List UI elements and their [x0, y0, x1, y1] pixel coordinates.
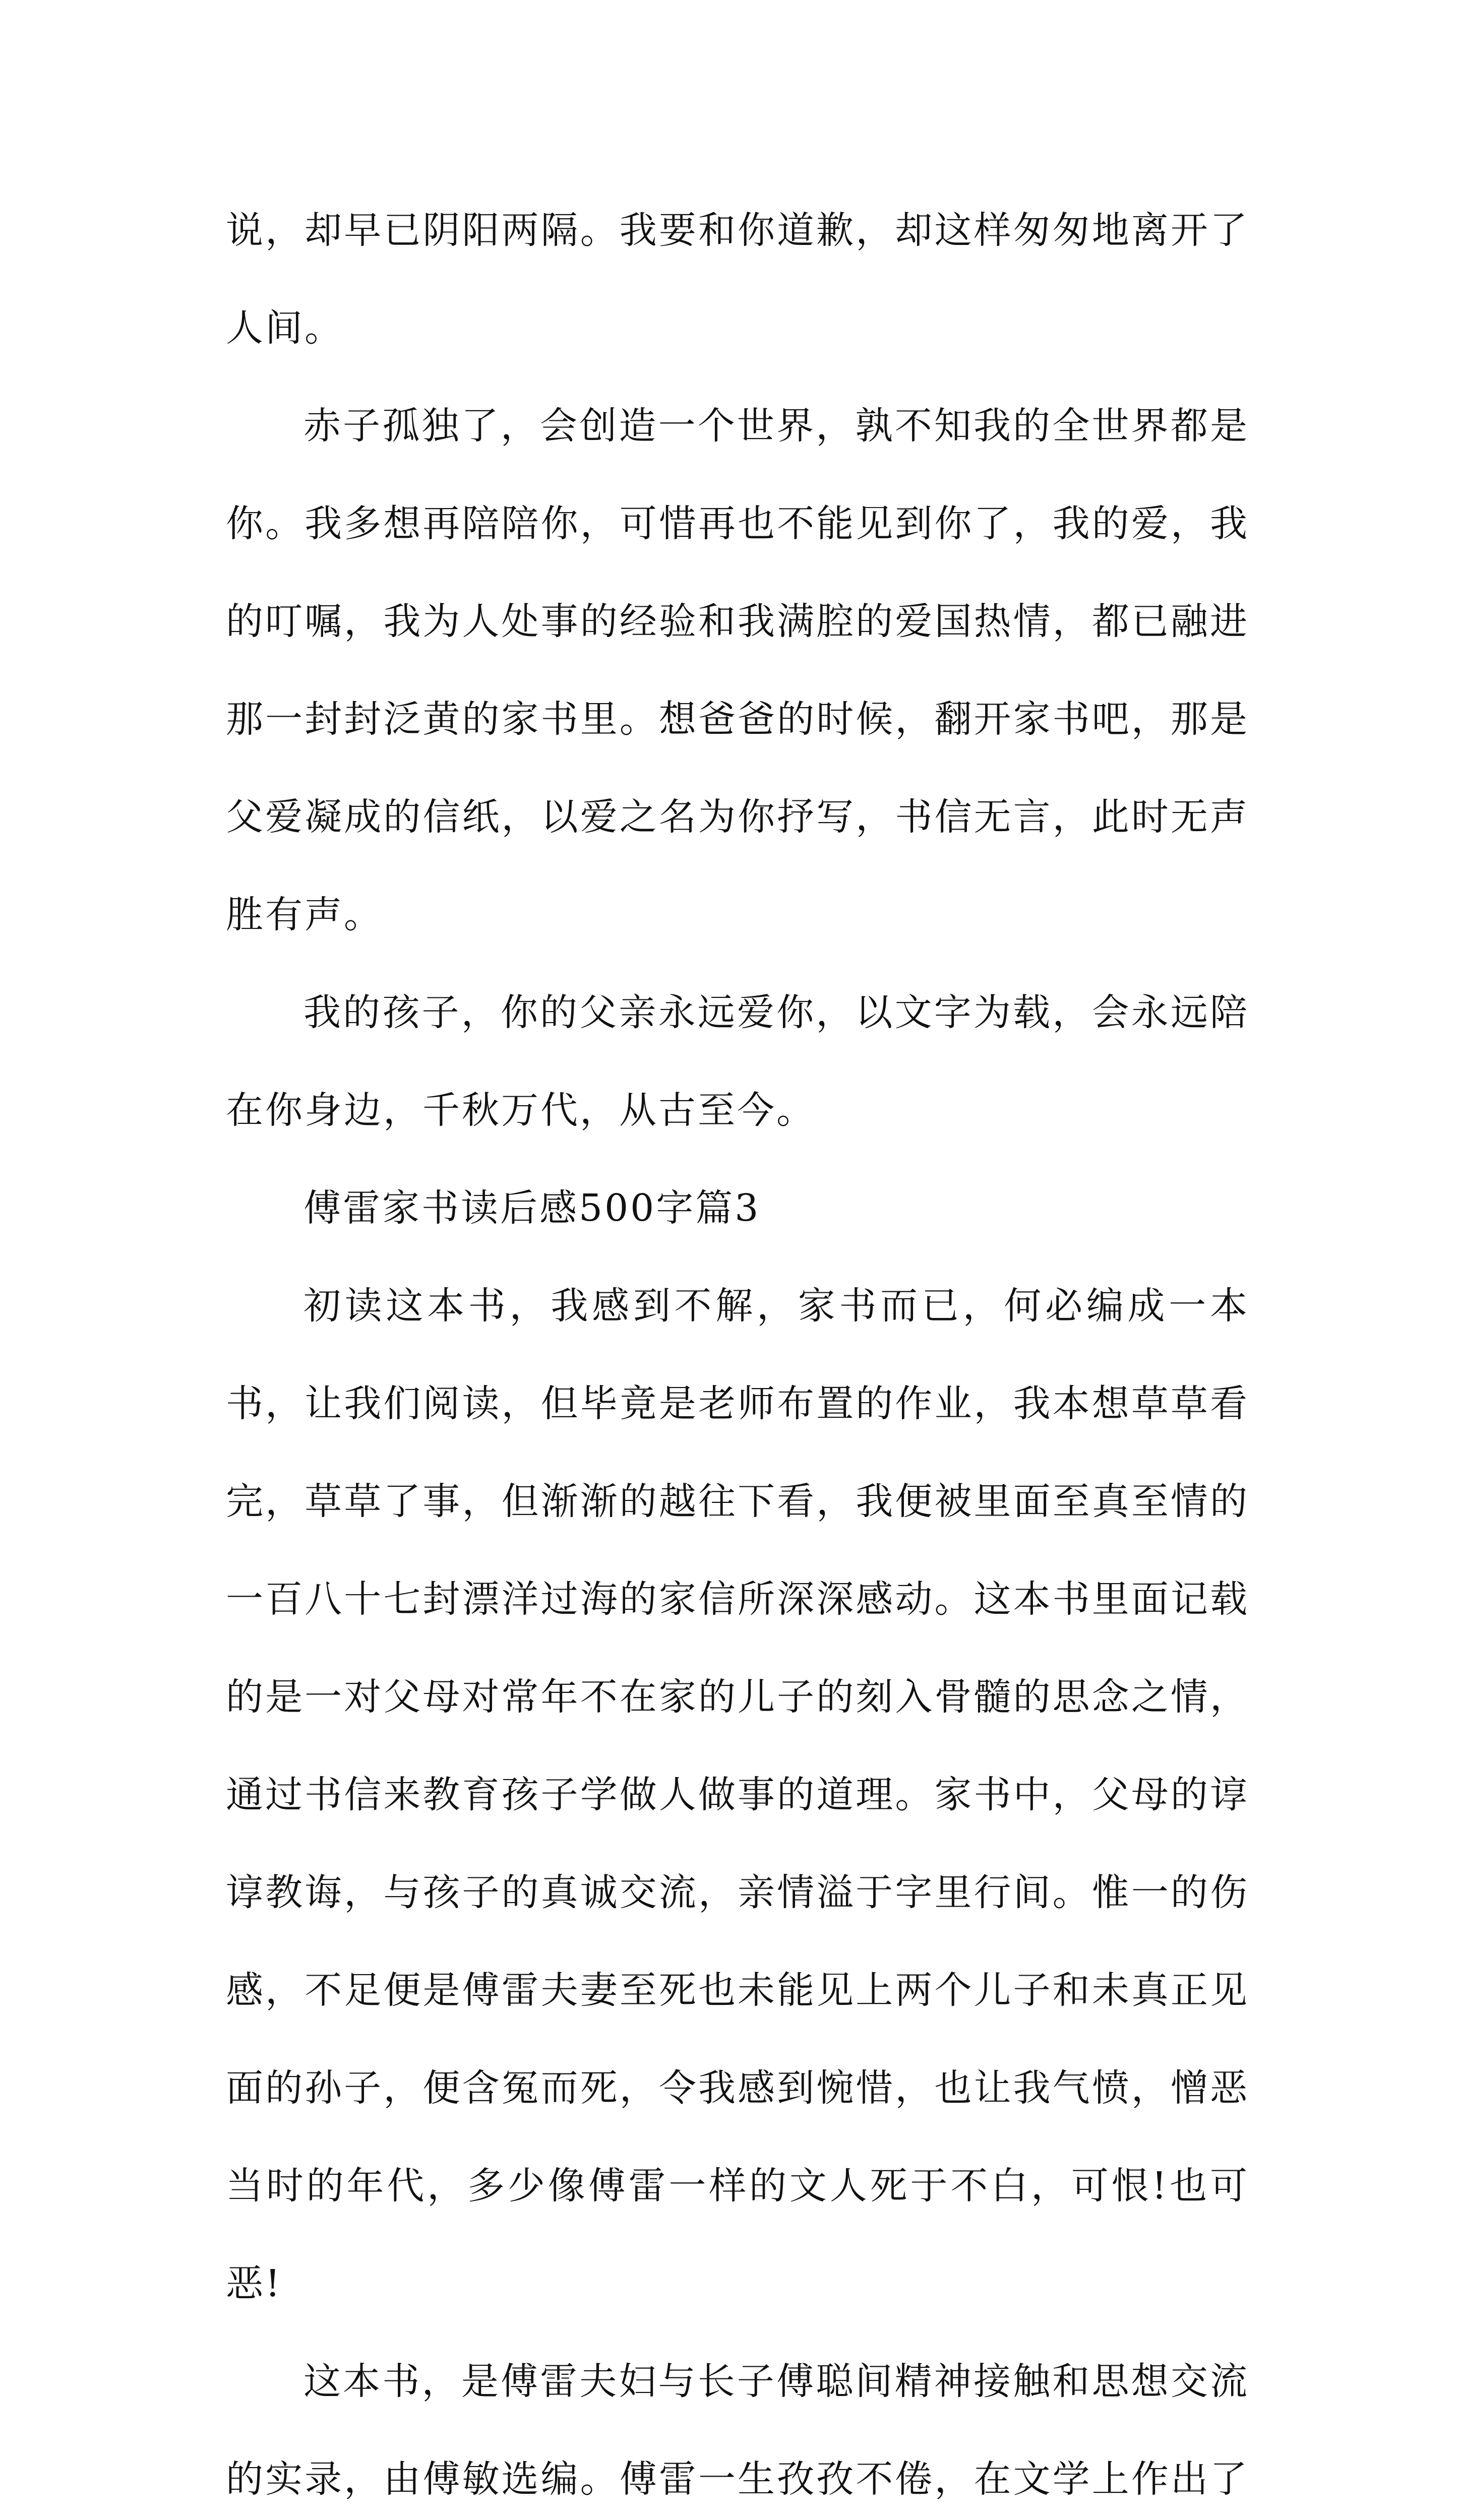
document-body [226, 181, 1249, 2520]
paragraph-5: 这本书，是傅雷夫妇与长子傅聪间精神接触和思想交流的实录，由傅敏选编。傅雷一生孜孜不倦，在文学上作出了 [226, 2360, 1249, 2501]
paragraph-2: 赤子孤独了，会创造一个世界，孰不知我的全世界都是你。我多想再陪陪你，可惜再也不能见到你了，我的爱，我的叮嘱，我为人处事的经验和我满腔的爱国热情，都已融进那一封封泛黄的家书里。想爸爸的时候，翻开家书吧，那是父爱凝成的信纸，以爱之名为你抒写，书信无言，此时无声胜有声。 [226, 404, 1249, 936]
paragraph-1: 说，却早已阴阳两隔。我要和你道歉，却这样匆匆地离开了人间。 [226, 209, 1249, 350]
paragraph-4: 初读这本书，我感到不解，家书而已，何必编成一本书，让我们阅读，但毕竟是老师布置的作业，我本想草草看完，草草了事，但渐渐的越往下看，我便被里面至真至情的一百八十七封漂洋过海的家信所深深感动。这本书里面记载的是一对父母对常年不在家的儿子的刻入骨髓的思念之情，通过书信来教育孩子学做人做事的道理。家书中，父母的谆谆教诲，与孩子的真诚交流，亲情溢于字里行间。惟一的伤感，不足便是傅雷夫妻至死也未能见上两个儿子和未真正见面的孙子，便含冤而死，令我感到惋惜，也让我气愤，憎恶当时的年代，多少像傅雷一样的文人死于不白，可恨!也可恶! [226, 1284, 1249, 2305]
paragraph-3: 我的孩子，你的父亲永远爱你，以文字为载，会永远陪在你身边，千秋万代，从古至今。 [226, 991, 1249, 1132]
section-heading: 傅雷家书读后感500字篇3 [303, 1186, 761, 1230]
